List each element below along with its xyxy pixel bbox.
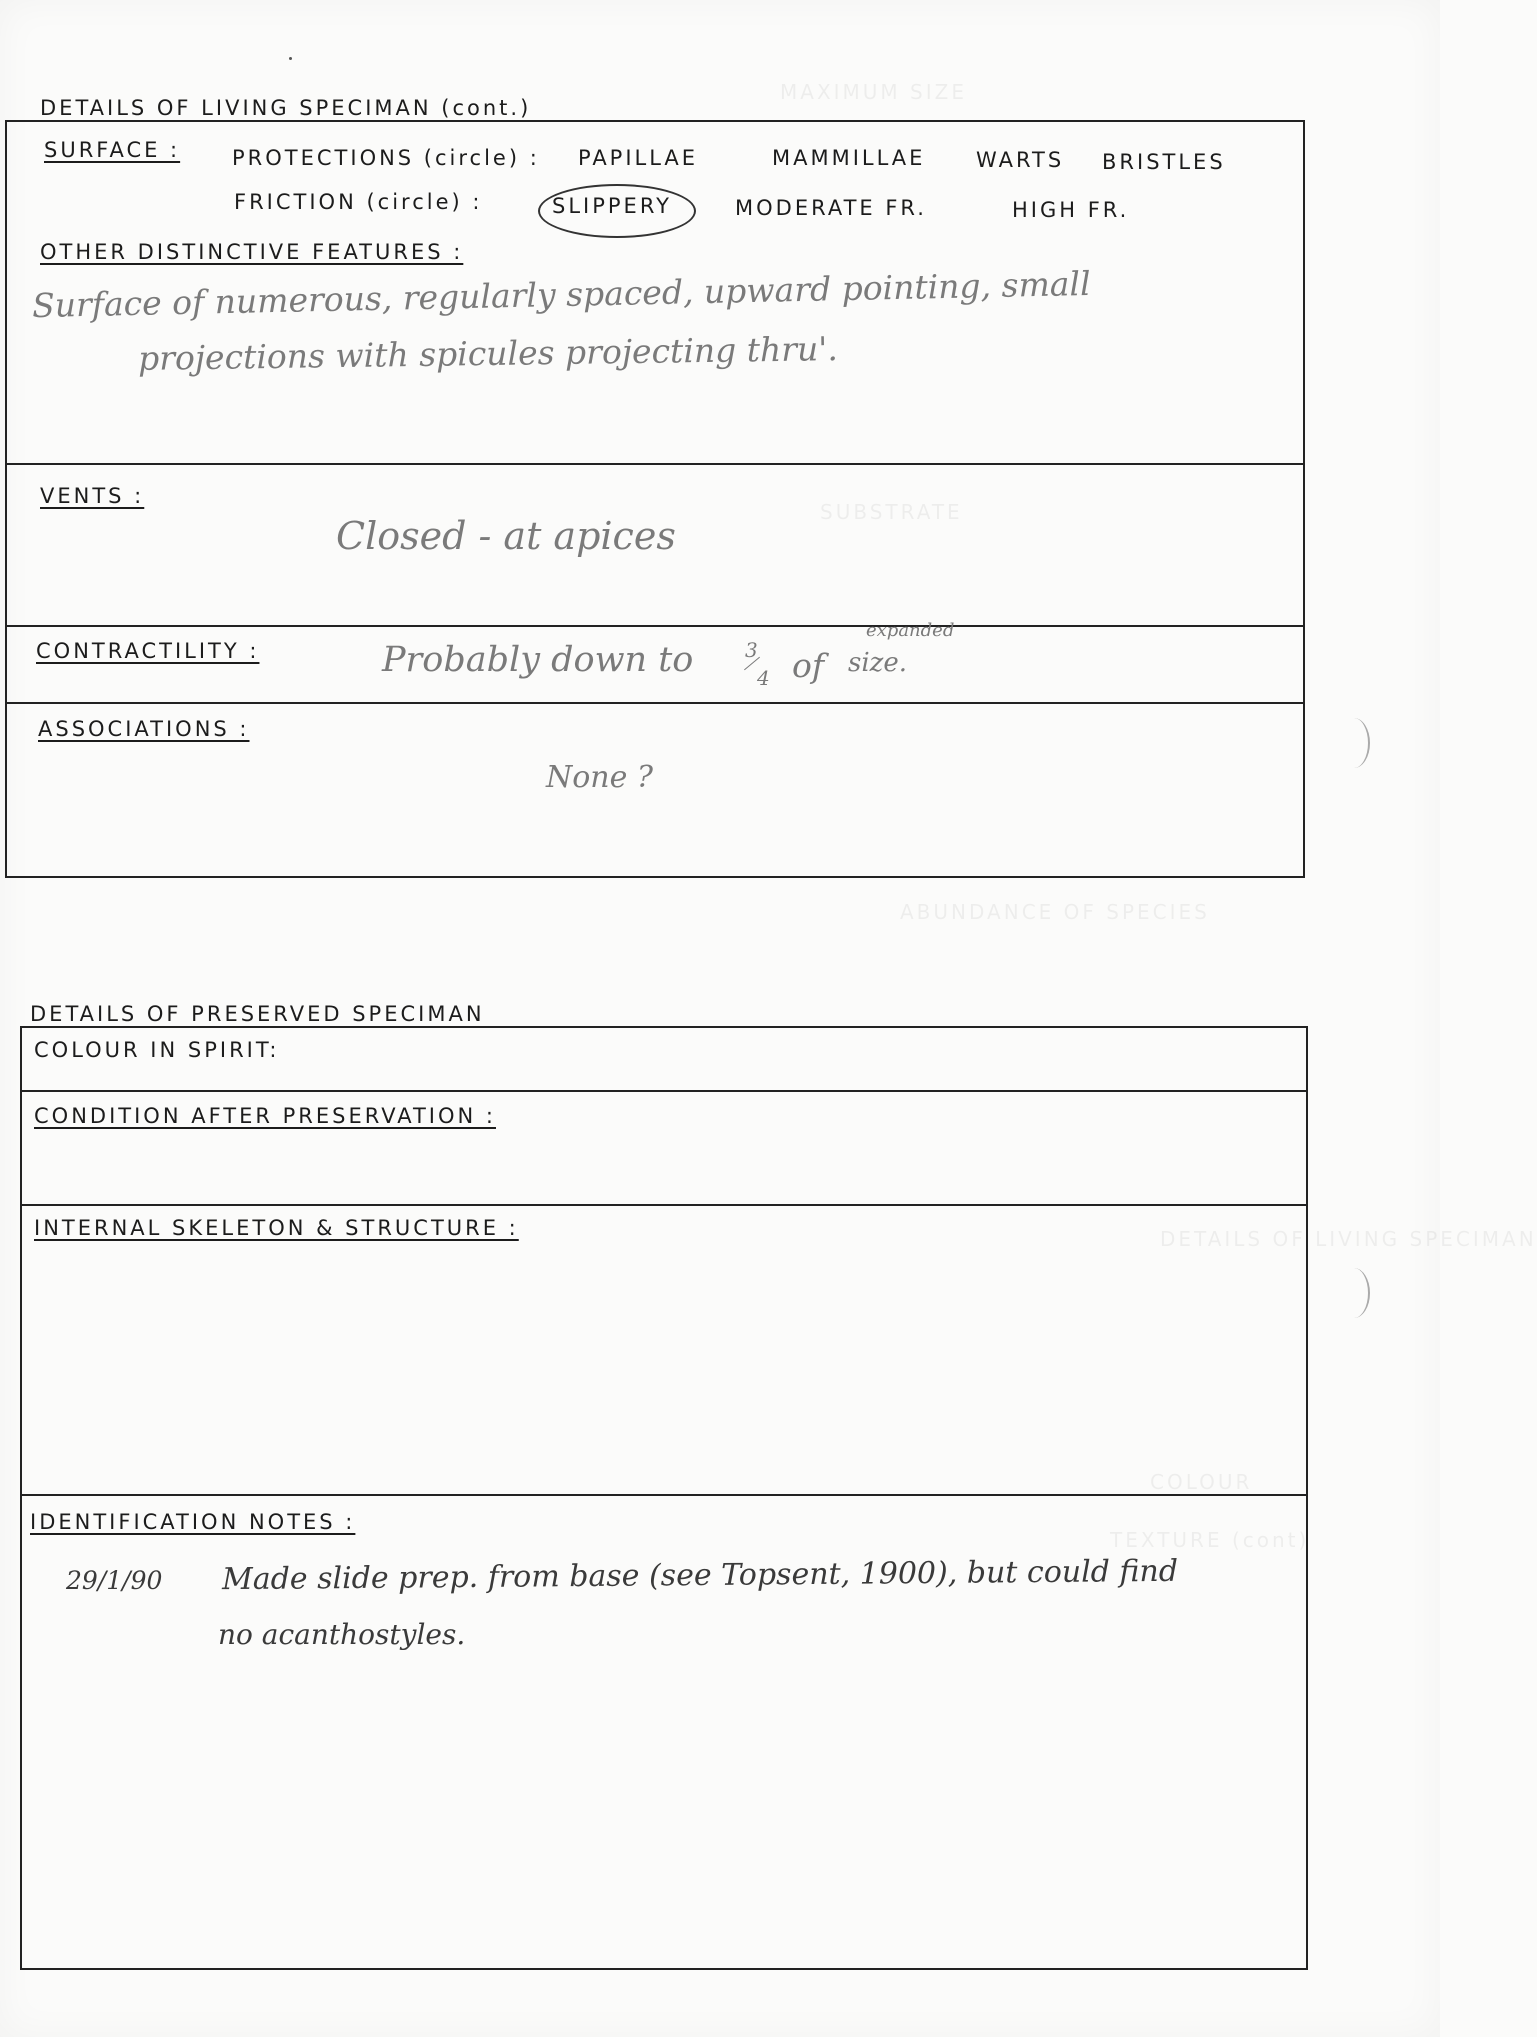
option-papillae: PAPILLAE — [578, 146, 699, 170]
option-warts: WARTS — [976, 148, 1065, 172]
show-through-text: DETAILS OF LIVING SPECIMAN — [1160, 1227, 1537, 1251]
divider — [20, 1090, 1308, 1092]
divider — [5, 702, 1305, 704]
skeleton-label: INTERNAL SKELETON & STRUCTURE : — [34, 1216, 519, 1240]
colour-in-spirit-label: COLOUR IN SPIRIT: — [34, 1038, 280, 1062]
condition-label: CONDITION AFTER PRESERVATION : — [34, 1104, 496, 1128]
other-features-note: Surface of numerous, regularly spaced, upward pointing, small — [31, 263, 1091, 326]
speck — [289, 57, 292, 60]
divider — [5, 463, 1305, 465]
divider — [5, 625, 1305, 627]
associations-label: ASSOCIATIONS : — [38, 717, 250, 741]
punch-hole — [1338, 718, 1370, 768]
projections-label: PROTECTIONS (circle) : — [232, 146, 540, 170]
divider — [20, 1204, 1308, 1206]
option-moderate-fr: MODERATE FR. — [735, 196, 927, 220]
show-through-text: MAXIMUM SIZE — [780, 80, 967, 104]
associations-note: None ? — [546, 760, 654, 795]
show-through-text: ABUNDANCE OF SPECIES — [900, 900, 1210, 924]
contractility-note-superscript: expanded — [866, 620, 955, 641]
surface-label: SURFACE : — [44, 138, 181, 162]
contractility-fraction-den: 4 — [757, 666, 770, 690]
vents-label: VENTS : — [40, 484, 145, 508]
other-features-label: OTHER DISTINCTIVE FEATURES : — [40, 240, 464, 264]
show-through-text: COLOUR — [1150, 1470, 1253, 1494]
identification-label: IDENTIFICATION NOTES : — [30, 1510, 356, 1534]
show-through-text: SUBSTRATE — [820, 500, 963, 524]
identification-date: 29/1/90 — [66, 1566, 163, 1595]
contractility-fraction-num: 3 — [745, 638, 758, 662]
contractility-note-end: size. — [848, 648, 908, 678]
identification-note: no acanthostyles. — [218, 1618, 466, 1651]
living-heading: DETAILS OF LIVING SPECIMAN (cont.) — [40, 96, 532, 120]
contractility-label: CONTRACTILITY : — [36, 639, 260, 663]
option-mammillae: MAMMILLAE — [772, 146, 926, 170]
option-high-fr: HIGH FR. — [1012, 198, 1130, 222]
friction-label: FRICTION (circle) : — [234, 190, 483, 214]
preserved-form-box — [20, 1026, 1308, 1970]
preserved-heading: DETAILS OF PRESERVED SPECIMAN — [30, 1002, 485, 1026]
identification-note: Made slide prep. from base (see Topsent, 1900), but could find — [221, 1553, 1179, 1598]
contractility-note-of: of — [792, 646, 825, 685]
vents-note: Closed - at apices — [336, 514, 676, 558]
show-through-text: TEXTURE (cont) — [1110, 1528, 1310, 1552]
option-bristles: BRISTLES — [1102, 150, 1226, 174]
punch-hole — [1338, 1268, 1370, 1318]
option-slippery: SLIPPERY — [552, 194, 672, 218]
contractility-note: Probably down to — [382, 640, 694, 680]
divider — [20, 1494, 1308, 1496]
other-features-note: projections with spicules projecting thru'. — [137, 329, 839, 378]
